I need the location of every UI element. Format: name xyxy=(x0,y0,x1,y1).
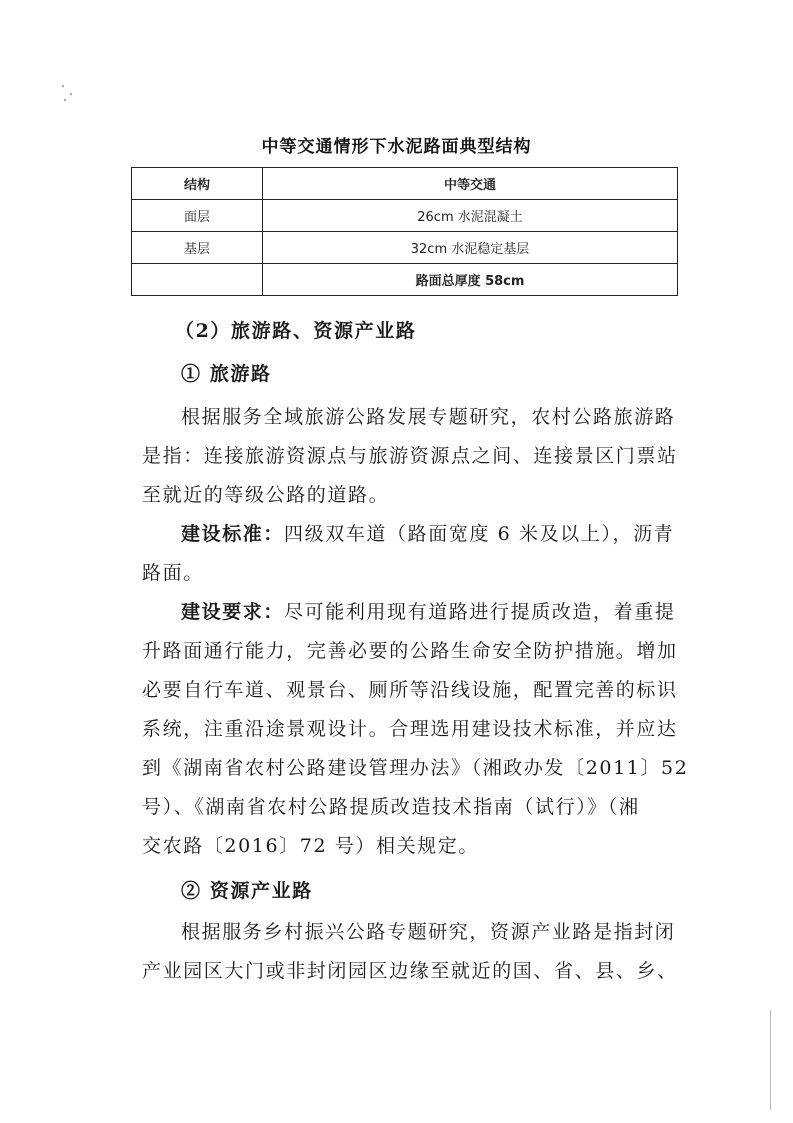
table-header-cell: 结构 xyxy=(132,168,263,200)
standard-line xyxy=(181,519,674,546)
paragraph-line: 必要自行车道、观景台、厕所等沿线设施，配置完善的标识 xyxy=(142,679,678,701)
paragraph-line: 到《湖南省农村公路建设管理办法》（湘政办发〔2011〕52 xyxy=(142,757,689,779)
table-row xyxy=(132,200,678,232)
table-title: 中等交通情形下水泥路面典型结构 xyxy=(261,137,532,157)
standard-label: 建设标准： xyxy=(181,523,285,545)
table-header-cell: 中等交通 xyxy=(263,168,678,200)
subheading-resource: ② 资源产业路 xyxy=(181,880,313,902)
table-cell: 26cm 水泥混凝土 xyxy=(263,200,678,232)
paragraph-line: 根据服务乡村振兴公路专题研究，资源产业路是指封闭 xyxy=(181,921,676,943)
pavement-structure-table xyxy=(131,167,678,296)
paragraph-line: 号）、《湖南省农村公路提质改造技术指南（试行）》（湘 xyxy=(142,796,640,818)
paragraph-line: 升路面通行能力，完善必要的公路生命安全防护措施。增加 xyxy=(142,640,678,662)
paragraph-line: 交农路〔2016〕72 号）相关规定。 xyxy=(142,835,479,857)
standard-text: 四级双车道（路面宽度 6 米及以上），沥青 xyxy=(284,523,675,545)
table-header-row xyxy=(132,168,678,200)
paragraph-line: 根据服务全域旅游公路发展专题研究，农村公路旅游路 xyxy=(181,406,676,428)
table-cell xyxy=(132,264,263,296)
table-row xyxy=(132,264,678,296)
requirement-line xyxy=(181,597,675,624)
paragraph-line: 是指：连接旅游资源点与旅游资源点之间、连接景区门票站 xyxy=(142,445,678,467)
paragraph-line: 至就近的等级公路的道路。 xyxy=(142,484,390,506)
table-row xyxy=(132,232,678,264)
table-cell: 面层 xyxy=(132,200,263,232)
paragraph-line: 路面。 xyxy=(142,562,204,584)
table-cell: 基层 xyxy=(132,232,263,264)
paragraph-line: 产业园区大门或非封闭园区边缘至就近的国、省、县、乡、 xyxy=(142,960,678,982)
section-heading: （2）旅游路、资源产业路 xyxy=(175,320,417,342)
table-cell-total: 路面总厚度 58cm xyxy=(263,264,678,296)
subheading-tourism: ① 旅游路 xyxy=(181,363,272,385)
requirement-text: 尽可能利用现有道路进行提质改造，着重提 xyxy=(284,601,676,623)
requirement-label: 建设要求： xyxy=(181,601,285,623)
table-cell: 32cm 水泥稳定基层 xyxy=(263,232,678,264)
scan-speckles xyxy=(60,85,80,105)
scan-edge-mark xyxy=(770,1010,771,1110)
paragraph-line: 系统，注重沿途景观设计。合理选用建设技术标准，并应达 xyxy=(142,718,678,740)
